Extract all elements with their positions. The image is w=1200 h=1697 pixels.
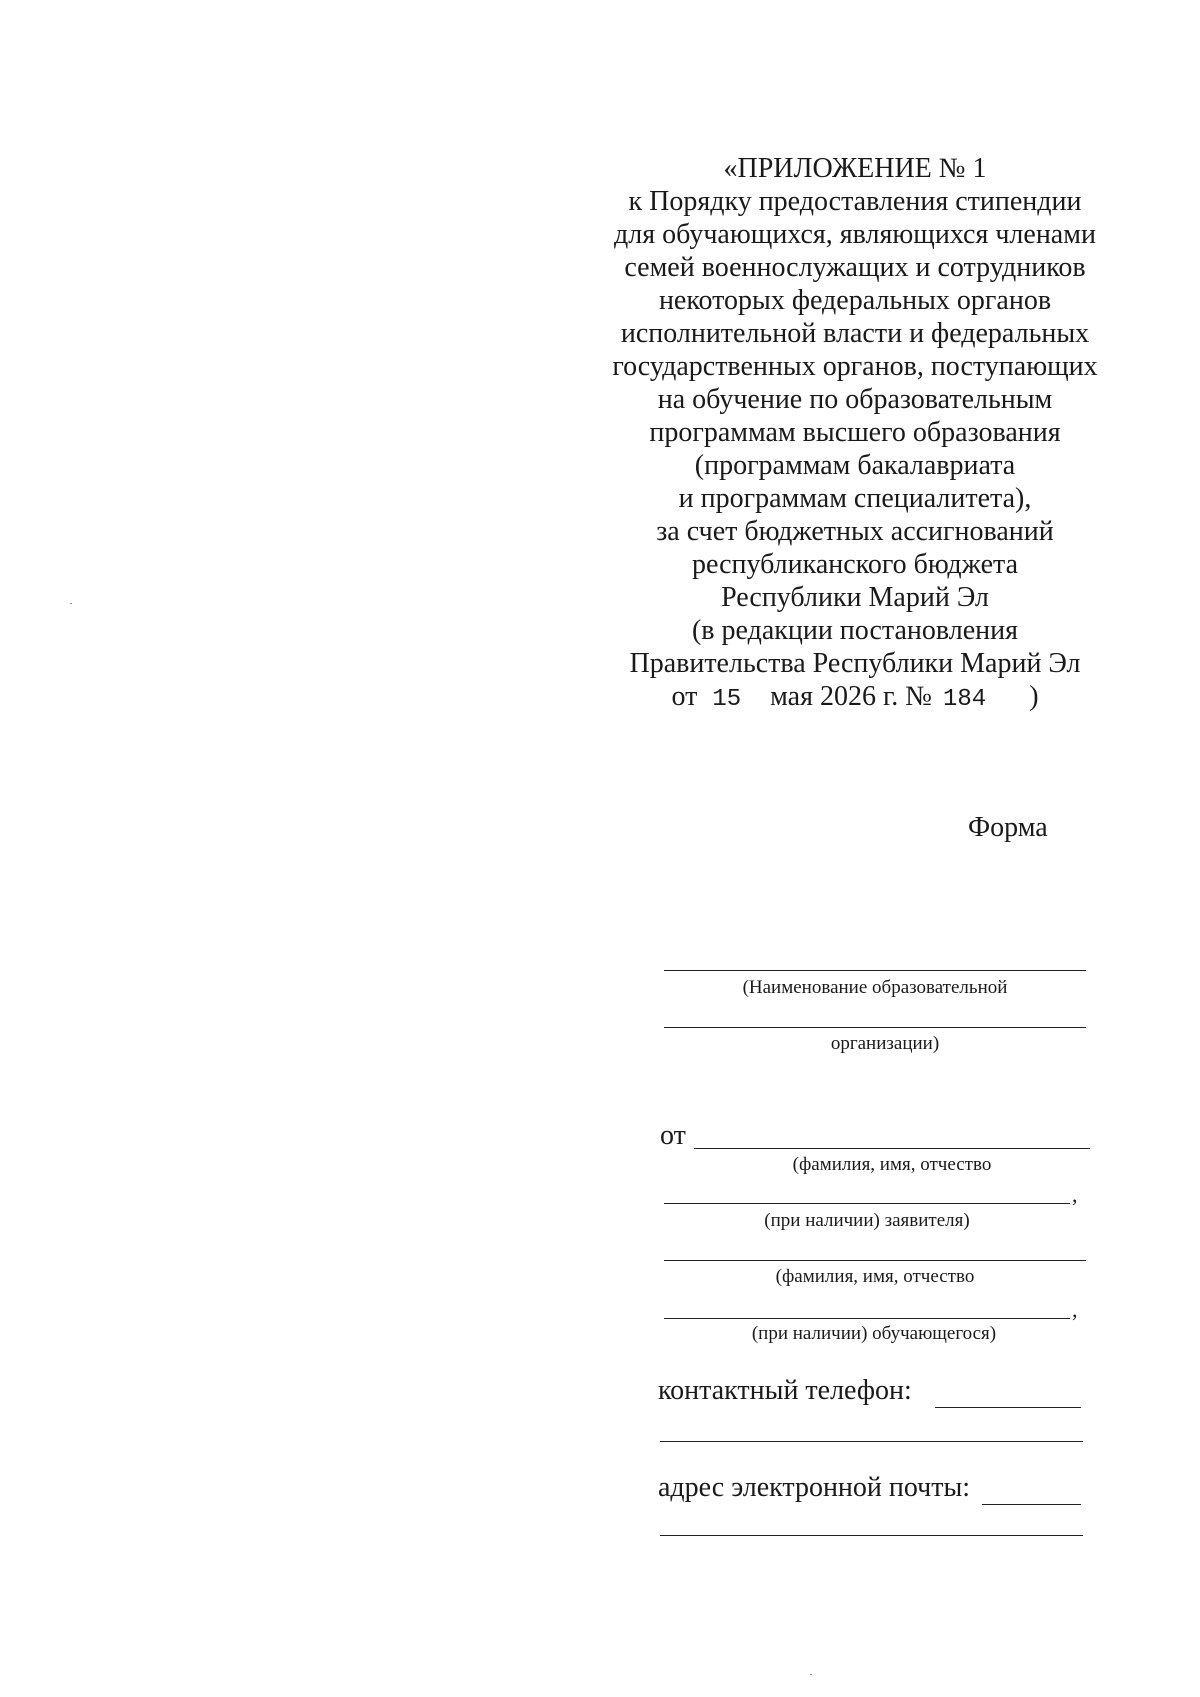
header-line-6: исполнительной власти и федеральных	[620, 318, 1090, 349]
header-line-16: Правительства Республики Марий Эл	[629, 648, 1081, 679]
org-caption-2: организации)	[830, 1033, 940, 1054]
from-label: от	[660, 1120, 686, 1151]
email-label: адрес электронной почты:	[658, 1472, 971, 1503]
scan-speck	[70, 603, 72, 604]
header-line-14: Республики Марий Эл	[721, 582, 989, 613]
student-name-line-1[interactable]	[664, 1260, 1086, 1261]
header-line-3: для обучающихся, являющихся членами	[614, 219, 1096, 250]
header-line-13: республиканского бюджета	[691, 549, 1019, 580]
resolution-day: 15	[712, 686, 742, 713]
applicant-name-line-1[interactable]	[694, 1148, 1090, 1149]
email-line-2[interactable]	[660, 1535, 1083, 1536]
header-line-10: (программам бакалавриата	[694, 450, 1016, 481]
header-line-5: некоторых федеральных органов	[658, 285, 1052, 316]
student-name-line-2[interactable]	[664, 1318, 1070, 1319]
email-line-1[interactable]	[982, 1504, 1081, 1505]
org-caption-1: (Наименование образовательной	[742, 977, 1008, 998]
phone-line-1[interactable]	[935, 1407, 1081, 1408]
phone-label: контактный телефон:	[658, 1375, 912, 1406]
header-line-11: и программам специалитета),	[678, 483, 1032, 514]
header-line-8: на обучение по образовательным	[657, 384, 1053, 415]
applicant-name-line-2[interactable]	[664, 1203, 1070, 1204]
header-line-7: государственных органов, поступающих	[612, 351, 1098, 382]
resolution-date-line	[600, 680, 1110, 716]
org-name-line-1[interactable]	[664, 970, 1086, 971]
appendix-header	[600, 152, 1110, 716]
date-prefix: от	[671, 681, 698, 712]
student-comma: ,	[1072, 1297, 1078, 1322]
header-line-1: «ПРИЛОЖЕНИЕ № 1	[723, 153, 987, 184]
applicant-caption-2: (при наличии) заявителя)	[764, 1210, 970, 1231]
applicant-comma: ,	[1072, 1182, 1078, 1207]
header-line-15: (в редакции постановления	[691, 615, 1019, 646]
student-caption-2: (при наличии) обучающегося)	[751, 1323, 997, 1344]
applicant-caption-1: (фамилия, имя, отчество	[792, 1154, 992, 1175]
resolution-number: 184	[943, 686, 987, 713]
phone-line-2[interactable]	[660, 1441, 1083, 1442]
org-name-line-2[interactable]	[664, 1027, 1086, 1028]
closing-paren: )	[1029, 681, 1039, 712]
student-caption-1: (фамилия, имя, отчество	[775, 1266, 975, 1287]
resolution-month-year: мая 2026 г. №	[770, 681, 932, 712]
header-line-12: за счет бюджетных ассигнований	[656, 516, 1054, 547]
header-line-9: программам высшего образования	[649, 417, 1061, 448]
header-line-4: семей военнослужащих и сотрудников	[624, 252, 1086, 283]
header-line-2: к Порядку предоставления стипендии	[628, 186, 1082, 217]
form-label: Форма	[968, 812, 1048, 843]
scan-speck	[810, 1674, 812, 1675]
